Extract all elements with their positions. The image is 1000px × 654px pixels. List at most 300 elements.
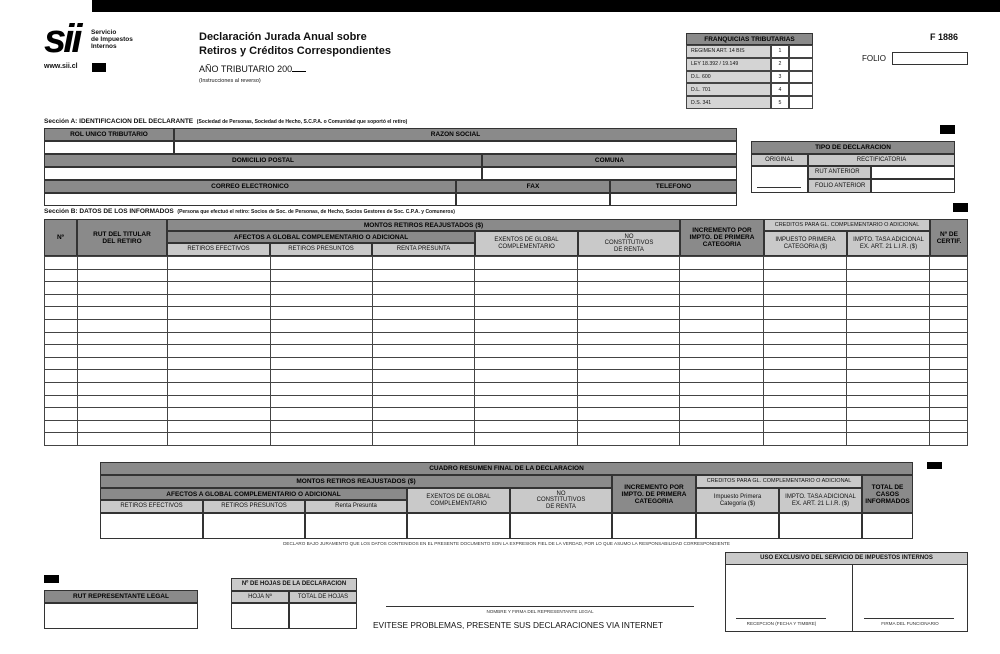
r-impto-tasa-header: IMPTO. TASA ADICIONAL EX. ART. 21 L.I.R. ($) [779,488,862,513]
table-cell[interactable] [847,382,930,395]
table-cell[interactable] [578,269,680,282]
table-cell[interactable] [372,282,475,295]
b-impto-tasa-header: IMPTO. TASA ADICIONAL EX. ART. 21 L.I.R. ($) [847,231,930,256]
table-cell[interactable] [167,395,270,408]
b-ret-efectivos-header: RETIROS EFECTIVOS [167,243,270,256]
table-cell[interactable] [45,408,78,421]
r-renta-presunta-header: Renta Presunta [305,500,407,513]
table-cell[interactable] [847,257,930,270]
table-cell[interactable] [929,345,967,358]
fax-header: FAX [456,180,610,193]
table-cell[interactable] [764,257,847,270]
title-line-2: Retiros y Créditos Correspondientes [199,45,391,57]
b-ret-presuntos-header: RETIROS PRESUNTOS [270,243,372,256]
table-cell[interactable] [578,307,680,320]
table-cell[interactable] [372,345,475,358]
table-cell[interactable] [167,282,270,295]
table-cell[interactable] [680,345,764,358]
table-cell[interactable] [847,332,930,345]
informados-table [44,256,968,446]
table-cell[interactable] [847,433,930,446]
comuna-header: COMUNA [482,154,737,167]
table-cell[interactable] [578,408,680,421]
telefono-field[interactable] [610,193,737,206]
table-cell[interactable] [372,319,475,332]
internet-slogan: EVITESE PROBLEMAS, PRESENTE SUS DECLARACIONES VIA INTERNET [373,620,664,630]
table-cell[interactable] [475,257,578,270]
table-row [45,319,968,332]
rut-header: ROL UNICO TRIBUTARIO [44,128,174,141]
franquicia-number: 5 [771,96,789,109]
table-cell[interactable] [764,282,847,295]
table-cell[interactable] [764,395,847,408]
table-cell[interactable] [680,269,764,282]
table-cell[interactable] [929,433,967,446]
franquicia-label: D.L. 600 [686,71,771,84]
table-cell[interactable] [45,269,78,282]
table-cell[interactable] [680,370,764,383]
resumen-cell[interactable] [612,513,696,539]
resumen-cell[interactable] [862,513,913,539]
table-cell[interactable] [45,282,78,295]
table-cell[interactable] [578,395,680,408]
table-row [45,332,968,345]
table-row [45,269,968,282]
franquicias-header: FRANQUICIAS TRIBUTARIAS [686,33,813,45]
table-cell[interactable] [270,357,372,370]
top-bar [92,0,1000,12]
table-cell[interactable] [847,370,930,383]
folio-field[interactable] [892,52,968,65]
table-cell[interactable] [45,370,78,383]
comuna-field[interactable] [482,167,737,180]
table-cell[interactable] [77,269,167,282]
franquicia-checkbox[interactable] [789,45,813,58]
table-cell[interactable] [372,408,475,421]
table-cell[interactable] [847,319,930,332]
table-cell[interactable] [475,395,578,408]
table-cell[interactable] [77,382,167,395]
razon-social-header: RAZON SOCIAL [174,128,737,141]
rectificatoria-option[interactable]: RECTIFICATORIA [808,154,955,166]
table-cell[interactable] [372,420,475,433]
table-cell[interactable] [578,357,680,370]
table-cell[interactable] [270,433,372,446]
table-cell[interactable] [167,357,270,370]
franquicia-number: 1 [771,45,789,58]
table-cell[interactable] [475,332,578,345]
table-cell[interactable] [270,382,372,395]
table-cell[interactable] [372,370,475,383]
table-cell[interactable] [680,420,764,433]
table-cell[interactable] [847,294,930,307]
table-cell[interactable] [929,370,967,383]
b-montos-header: MONTOS RETIROS REAJUSTADOS ($) [167,219,680,231]
table-cell[interactable] [372,357,475,370]
table-cell[interactable] [929,395,967,408]
recepcion-line[interactable] [736,618,826,619]
table-row [45,395,968,408]
recepcion-label: RECEPCION (FECHA Y TIMBRE) [746,621,817,626]
r-creditos-header: CREDITOS PARA GL. COMPLEMENTARIO O ADICIONAL [696,475,862,488]
table-cell[interactable] [45,294,78,307]
title-line-1: Declaración Jurada Anual sobre [199,31,367,43]
form-title [199,30,391,58]
table-cell[interactable] [475,433,578,446]
table-cell[interactable] [45,319,78,332]
resumen-cell[interactable] [696,513,779,539]
table-cell[interactable] [680,307,764,320]
table-cell[interactable] [270,282,372,295]
marker-square [927,462,942,469]
section-b-title: Sección B: DATOS DE LOS INFORMADOS (Persona que efectuó el retiro: Socios de Soc. de Personas, de Hecho, Socios Gestores de Soc. C.P.A. y Comuneros) [44,208,455,215]
table-cell[interactable] [45,345,78,358]
resumen-cell[interactable] [305,513,407,539]
sii-logo [44,17,90,61]
table-cell[interactable] [77,332,167,345]
signature-line[interactable] [386,606,694,607]
table-cell[interactable] [475,408,578,421]
b-exentos-header: EXENTOS DE GLOBAL COMPLEMENTARIO [475,231,578,256]
table-cell[interactable] [475,420,578,433]
table-row [45,433,968,446]
domicilio-field[interactable] [44,167,482,180]
table-cell[interactable] [929,269,967,282]
folio-label: FOLIO [862,54,887,63]
franquicia-label: LEY 18.392 / 19.149 [686,58,771,71]
marker-square [44,575,59,583]
franquicia-row [686,45,813,58]
b-rut-titular-header: RUT DEL TITULAR DEL RETIRO [77,219,167,256]
b-impuesto-primera-header: IMPUESTO PRIMERA CATEGORIA ($) [764,231,847,256]
b-renta-presunta-header: RENTA PRESUNTA [372,243,475,256]
table-cell[interactable] [475,357,578,370]
r-ret-presuntos-header: RETIROS PRESUNTOS [203,500,305,513]
table-cell[interactable] [167,408,270,421]
table-cell[interactable] [578,294,680,307]
agency-line-2: de Impuestos [91,36,133,43]
franquicia-label: REGIMEN ART. 14 BIS [686,45,771,58]
table-cell[interactable] [680,408,764,421]
table-cell[interactable] [270,269,372,282]
table-cell[interactable] [270,408,372,421]
table-row [45,408,968,421]
table-cell[interactable] [372,269,475,282]
table-cell[interactable] [847,408,930,421]
table-row [45,307,968,320]
table-cell[interactable] [578,257,680,270]
original-line [757,187,801,188]
rut-representante-header: RUT REPRESENTANTE LEGAL [44,590,198,603]
resumen-cell[interactable] [203,513,305,539]
table-cell[interactable] [372,382,475,395]
table-row [45,420,968,433]
b-num-cert-header: Nº DE CERTIF. [930,219,968,256]
table-cell[interactable] [45,257,78,270]
r-exentos-header: EXENTOS DE GLOBAL COMPLEMENTARIO [407,488,510,513]
declaration-text: DECLARO BAJO JURAMENTO QUE LOS DATOS CONTENIDOS EN EL PRESENTE DOCUMENTO SON LA EXPRESION FIEL DE LA VERDAD, POR LO QUE ASUMO LA RESPONSABILIDAD CORRESPONDIENTE [283,541,730,546]
table-cell[interactable] [77,319,167,332]
table-cell[interactable] [929,408,967,421]
table-cell[interactable] [578,345,680,358]
table-cell[interactable] [475,370,578,383]
table-cell[interactable] [578,332,680,345]
funcionario-line[interactable] [864,618,954,619]
table-cell[interactable] [764,345,847,358]
franquicia-checkbox[interactable] [789,96,813,109]
table-cell[interactable] [475,282,578,295]
logo-wordmark: sii [44,17,80,61]
table-cell[interactable] [475,269,578,282]
table-cell[interactable] [475,294,578,307]
table-cell[interactable] [680,433,764,446]
table-cell[interactable] [45,382,78,395]
table-cell[interactable] [680,395,764,408]
marker-square [940,125,955,134]
table-cell[interactable] [167,382,270,395]
table-cell[interactable] [167,370,270,383]
table-cell[interactable] [929,420,967,433]
tipo-declaracion-header: TIPO DE DECLARACION [751,141,955,154]
table-cell[interactable] [847,307,930,320]
franquicia-checkbox[interactable] [789,71,813,84]
franquicia-label: D.S. 341 [686,96,771,109]
table-cell[interactable] [77,408,167,421]
original-option[interactable]: ORIGINAL [751,154,808,166]
table-cell[interactable] [45,357,78,370]
table-cell[interactable] [270,332,372,345]
folio-anterior-label: FOLIO ANTERIOR [808,179,871,193]
table-cell[interactable] [764,408,847,421]
b-no-constitutivos-header: NO CONSTITUTIVOS DE RENTA [578,231,680,256]
table-cell[interactable] [45,433,78,446]
table-cell[interactable] [77,294,167,307]
rut-representante-field[interactable] [44,603,198,629]
table-cell[interactable] [45,307,78,320]
franquicia-row [686,58,813,71]
table-cell[interactable] [372,395,475,408]
fax-field[interactable] [456,193,610,206]
table-cell[interactable] [372,257,475,270]
table-cell[interactable] [270,370,372,383]
franquicia-row [686,71,813,84]
table-cell[interactable] [167,433,270,446]
table-row [45,382,968,395]
table-cell[interactable] [77,370,167,383]
hoja-num-label: HOJA Nº [231,591,289,603]
r-montos-header: MONTOS RETIROS REAJUSTADOS ($) [100,475,612,488]
table-cell[interactable] [929,257,967,270]
resumen-cell[interactable] [407,513,510,539]
correo-header: CORREO ELECTRONICO [44,180,456,193]
table-cell[interactable] [372,307,475,320]
resumen-header: CUADRO RESUMEN FINAL DE LA DECLARACION [100,462,913,475]
franquicia-checkbox[interactable] [789,83,813,96]
table-row [45,370,968,383]
franquicia-checkbox[interactable] [789,58,813,71]
table-row [45,294,968,307]
table-cell[interactable] [764,420,847,433]
table-cell[interactable] [847,282,930,295]
table-cell[interactable] [929,382,967,395]
table-cell[interactable] [372,433,475,446]
table-cell[interactable] [372,294,475,307]
table-cell[interactable] [45,420,78,433]
table-cell[interactable] [847,345,930,358]
table-cell[interactable] [167,269,270,282]
table-cell[interactable] [578,420,680,433]
marker-square [953,203,968,212]
table-cell[interactable] [475,382,578,395]
table-cell[interactable] [77,433,167,446]
table-cell[interactable] [764,269,847,282]
table-cell[interactable] [167,257,270,270]
table-row [45,257,968,270]
table-cell[interactable] [270,307,372,320]
table-cell[interactable] [270,257,372,270]
instructions-note: (Instrucciones al reverso) [199,78,261,84]
table-cell[interactable] [578,382,680,395]
marker-square [92,63,106,72]
r-no-constitutivos-header: NO CONSTITUTIVOS DE RENTA [510,488,612,513]
table-cell[interactable] [167,420,270,433]
uso-exclusivo-header: USO EXCLUSIVO DEL SERVICIO DE IMPUESTOS INTERNOS [725,552,968,565]
franquicia-number: 2 [771,58,789,71]
telefono-header: TELEFONO [610,180,737,193]
agency-name [91,29,133,50]
year-blank[interactable] [292,71,306,72]
table-cell[interactable] [578,282,680,295]
table-cell[interactable] [77,420,167,433]
total-hojas-field[interactable] [289,603,357,629]
franquicia-number: 3 [771,71,789,84]
original-box[interactable] [751,166,808,193]
table-cell[interactable] [45,332,78,345]
table-cell[interactable] [167,294,270,307]
website: www.sii.cl [44,63,78,70]
table-cell[interactable] [929,357,967,370]
table-cell[interactable] [77,257,167,270]
total-hojas-label: TOTAL DE HOJAS [289,591,357,603]
table-cell[interactable] [847,420,930,433]
table-cell[interactable] [764,307,847,320]
rut-anterior-field[interactable] [871,166,955,179]
table-cell[interactable] [847,269,930,282]
resumen-cell[interactable] [779,513,862,539]
firma-label: NOMBRE Y FIRMA DEL REPRESENTANTE LEGAL [486,609,594,614]
table-cell[interactable] [680,294,764,307]
table-cell[interactable] [764,433,847,446]
section-a-title: Sección A: IDENTIFICACION DEL DECLARANTE (Sociedad de Personas, Sociedad de Hecho, S.C.P.A. o Comunidad que soportó el retiro) [44,118,408,125]
r-afectos-header: AFECTOS A GLOBAL COMPLEMENTARIO O ADICIONAL [100,488,407,500]
table-cell[interactable] [680,282,764,295]
table-cell[interactable] [578,433,680,446]
franquicia-row [686,96,813,109]
table-cell[interactable] [372,332,475,345]
table-cell[interactable] [475,345,578,358]
table-cell[interactable] [929,319,967,332]
table-row [45,357,968,370]
b-num-header: Nº [44,219,77,256]
hoja-num-field[interactable] [231,603,289,629]
table-cell[interactable] [929,282,967,295]
table-cell[interactable] [680,257,764,270]
r-incremento-header: INCREMENTO POR IMPTO. DE PRIMERA CATEGORIA [612,475,696,513]
table-cell[interactable] [764,382,847,395]
b-creditos-header: CREDITOS PARA GL. COMPLEMENTARIO O ADICIONAL [764,219,930,231]
table-cell[interactable] [764,294,847,307]
table-cell[interactable] [167,345,270,358]
funcionario-label: FIRMA DEL FUNCIONARIO [881,621,939,626]
table-cell[interactable] [270,345,372,358]
table-cell[interactable] [578,319,680,332]
table-cell[interactable] [167,332,270,345]
table-cell[interactable] [77,282,167,295]
table-cell[interactable] [929,332,967,345]
table-cell[interactable] [475,319,578,332]
table-cell[interactable] [45,395,78,408]
table-cell[interactable] [680,319,764,332]
table-cell[interactable] [764,332,847,345]
agency-line-3: Internos [91,43,117,50]
year-label: AÑO TRIBUTARIO 200 [199,64,306,74]
table-cell[interactable] [847,357,930,370]
table-cell[interactable] [680,357,764,370]
rut-anterior-label: RUT ANTERIOR [808,166,871,179]
table-cell[interactable] [77,345,167,358]
table-cell[interactable] [270,395,372,408]
razon-social-field[interactable] [174,141,737,154]
r-ret-efectivos-header: RETIROS EFECTIVOS [100,500,203,513]
table-cell[interactable] [475,307,578,320]
domicilio-header: DOMICILIO POSTAL [44,154,482,167]
table-cell[interactable] [929,294,967,307]
table-cell[interactable] [77,395,167,408]
table-cell[interactable] [270,294,372,307]
franquicia-number: 4 [771,83,789,96]
table-cell[interactable] [764,319,847,332]
folio-anterior-field[interactable] [871,179,955,193]
franquicia-label: D.L. 701 [686,83,771,96]
table-cell[interactable] [77,357,167,370]
resumen-cell[interactable] [100,513,203,539]
table-cell[interactable] [578,370,680,383]
table-row [45,282,968,295]
rut-field[interactable] [44,141,174,154]
table-cell[interactable] [847,395,930,408]
table-cell[interactable] [270,420,372,433]
agency-line-1: Servicio [91,29,117,36]
table-cell[interactable] [77,307,167,320]
table-cell[interactable] [680,332,764,345]
table-cell[interactable] [929,307,967,320]
r-total-casos-header: TOTAL DE CASOS INFORMADOS [862,475,913,513]
table-cell[interactable] [764,370,847,383]
table-row [45,345,968,358]
table-cell[interactable] [167,307,270,320]
table-cell[interactable] [764,357,847,370]
r-impuesto-primera-header: Impuesto Primera Categoría ($) [696,488,779,513]
table-cell[interactable] [167,319,270,332]
hojas-header: Nº DE HOJAS DE LA DECLARACION [231,578,357,591]
resumen-cell[interactable] [510,513,612,539]
table-cell[interactable] [680,382,764,395]
b-incremento-header: INCREMENTO POR IMPTO. DE PRIMERA CATEGORIA [680,219,764,256]
b-afectos-header: AFECTOS A GLOBAL COMPLEMENTARIO O ADICIONAL [167,231,475,243]
table-cell[interactable] [270,319,372,332]
form-code: F 1886 [930,32,959,42]
correo-field[interactable] [44,193,456,206]
